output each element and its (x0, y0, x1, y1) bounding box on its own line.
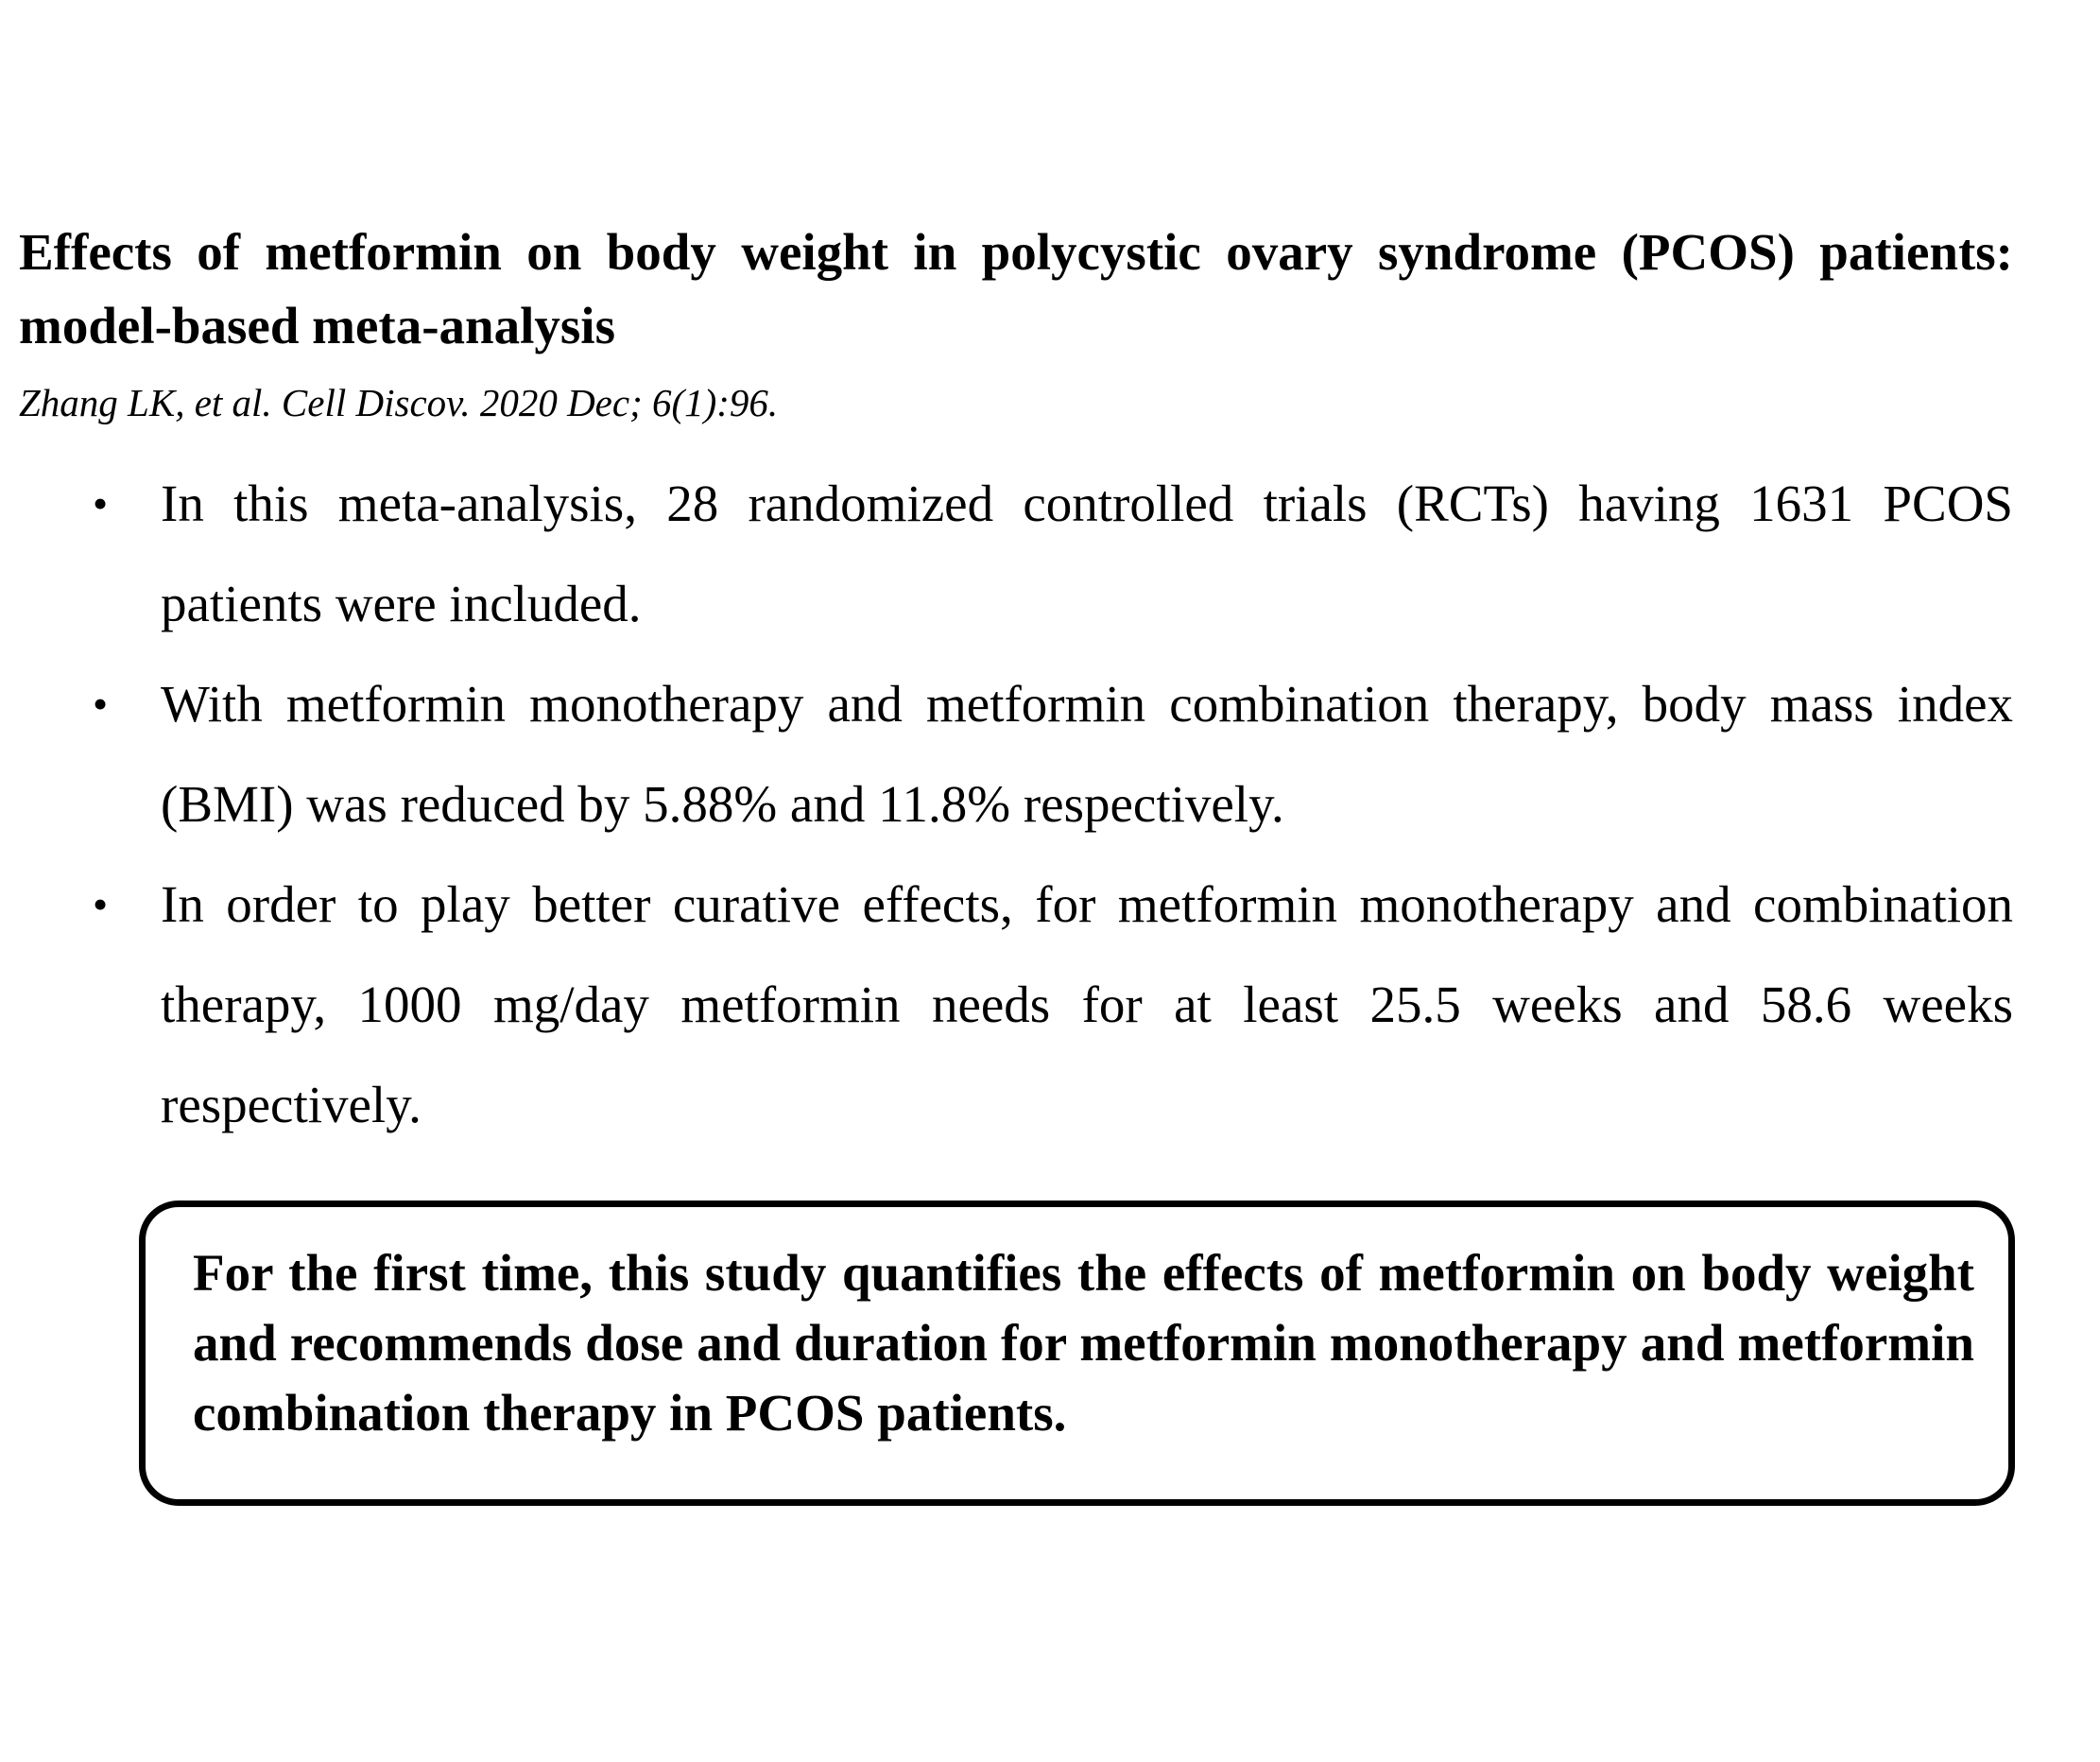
document-title: Effects of metformin on body weight in polycystic ovary syndrome (PCOS) patients: model-based meta-analysis (19, 223, 2013, 354)
list-item (93, 654, 2013, 855)
bullet-text: In order to play better curative effects, for metformin monotherapy and combination therapy, 1000 mg/day metformin needs for at least 25.5 weeks and 58.6 weeks respectively. (161, 875, 2013, 1133)
bullet-icon: • (93, 680, 109, 728)
bullet-icon: • (93, 479, 109, 527)
bullet-text: In this meta-analysis, 28 randomized controlled trials (RCTs) having 1631 PCOS patients were included. (161, 475, 2013, 632)
summary-text: For the first time, this study quantifies the effects of metformin on body weight and recommends dose and duration for metformin monotherapy and metformin combination therapy in PCOS patients. (193, 1244, 1974, 1442)
bullet-text: With metformin monotherapy and metformin combination therapy, body mass index (BMI) was reduced by 5.88% and 11.8% respectively. (161, 675, 2013, 833)
citation: Zhang LK, et al. Cell Discov. 2020 Dec; 6(1):96. (19, 381, 779, 424)
summary-box (139, 1201, 2015, 1506)
list-item (93, 454, 2013, 654)
bullet-icon: • (93, 880, 109, 928)
key-findings-list (93, 454, 2013, 1155)
list-item (93, 855, 2013, 1155)
